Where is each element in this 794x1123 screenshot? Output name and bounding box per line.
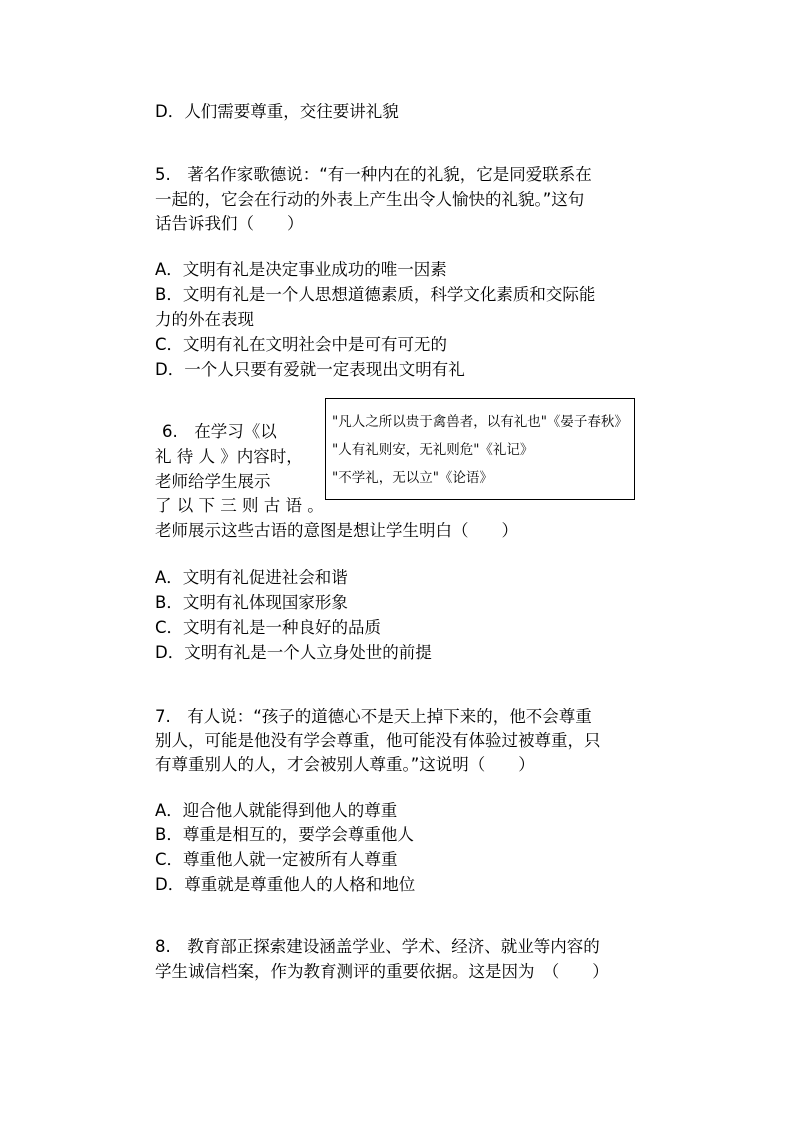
q5-option-b: B．文明有礼是一个人思想道德素质，科学文化素质和交际能 xyxy=(155,285,596,304)
q6-stem-line-3: 老师给学生展示 xyxy=(155,472,271,491)
q7-option-d: D．尊重就是尊重他人的人格和地位 xyxy=(155,875,416,894)
quote-box xyxy=(325,398,635,500)
q6-stem-line-1: 6. 在学习《以 xyxy=(162,422,277,441)
q6-stem-line-2: 礼 待 人 》内容时， xyxy=(155,447,303,466)
quote-lunyu: "不学礼，无以立"《论语》 xyxy=(332,470,493,486)
q5-stem-line-1: 5. 著名作家歌德说：“有一种内在的礼貌，它是同爱联系在 xyxy=(155,165,592,184)
q5-stem-line-3: 话告诉我们（ ） xyxy=(155,214,304,233)
q5-option-a: A．文明有礼是决定事业成功的唯一因素 xyxy=(155,260,447,279)
q5-option-d: D．一个人只要有爱就一定表现出文明有礼 xyxy=(155,360,465,379)
q7-option-b: B．尊重是相互的，要学会尊重他人 xyxy=(155,825,414,844)
q6-stem-line-5: 老师展示这些古语的意图是想让学生明白（ ） xyxy=(155,521,518,540)
q5-option-b-cont: 力的外在表现 xyxy=(155,310,254,329)
q7-stem-line-1: 7. 有人说：“孩子的道德心不是天上掉下来的，他不会尊重 xyxy=(155,707,592,726)
option-d-prev: D．人们需要尊重，交往要讲礼貌 xyxy=(155,102,399,121)
q7-option-c: C．尊重他人就一定被所有人尊重 xyxy=(155,850,398,869)
quote-liji: "人有礼则安，无礼则危"《礼记》 xyxy=(332,442,534,458)
q5-stem-line-2: 一起的，它会在行动的外表上产生出令人愉快的礼貌。”这句 xyxy=(155,190,585,209)
q7-option-a: A．迎合他人就能得到他人的尊重 xyxy=(155,801,398,820)
q6-option-b: B．文明有礼体现国家形象 xyxy=(155,593,348,612)
quote-yanzi: "凡人之所以贵于禽兽者，以有礼也"《晏子春秋》 xyxy=(332,414,628,430)
q7-stem-line-3: 有尊重别人的人，才会被别人尊重。”这说明（ ） xyxy=(155,755,535,774)
q7-stem-line-2: 别人，可能是他没有学会尊重，他可能没有体验过被尊重，只 xyxy=(155,731,601,750)
q8-stem-line-1: 8. 教育部正探索建设涵盖学业、学术、经济、就业等内容的 xyxy=(155,937,600,956)
q5-option-c: C．文明有礼在文明社会中是可有可无的 xyxy=(155,335,448,354)
q8-stem-line-2: 学生诚信档案，作为教育测评的重要依据。这是因为 （ ） xyxy=(155,962,609,981)
q6-option-a: A．文明有礼促进社会和谐 xyxy=(155,568,348,587)
q6-option-c: C．文明有礼是一种良好的品质 xyxy=(155,618,382,637)
q6-stem-line-4: 了 以 下 三 则 古 语 。 xyxy=(155,496,324,515)
q6-option-d: D．文明有礼是一个人立身处世的前提 xyxy=(155,643,432,662)
